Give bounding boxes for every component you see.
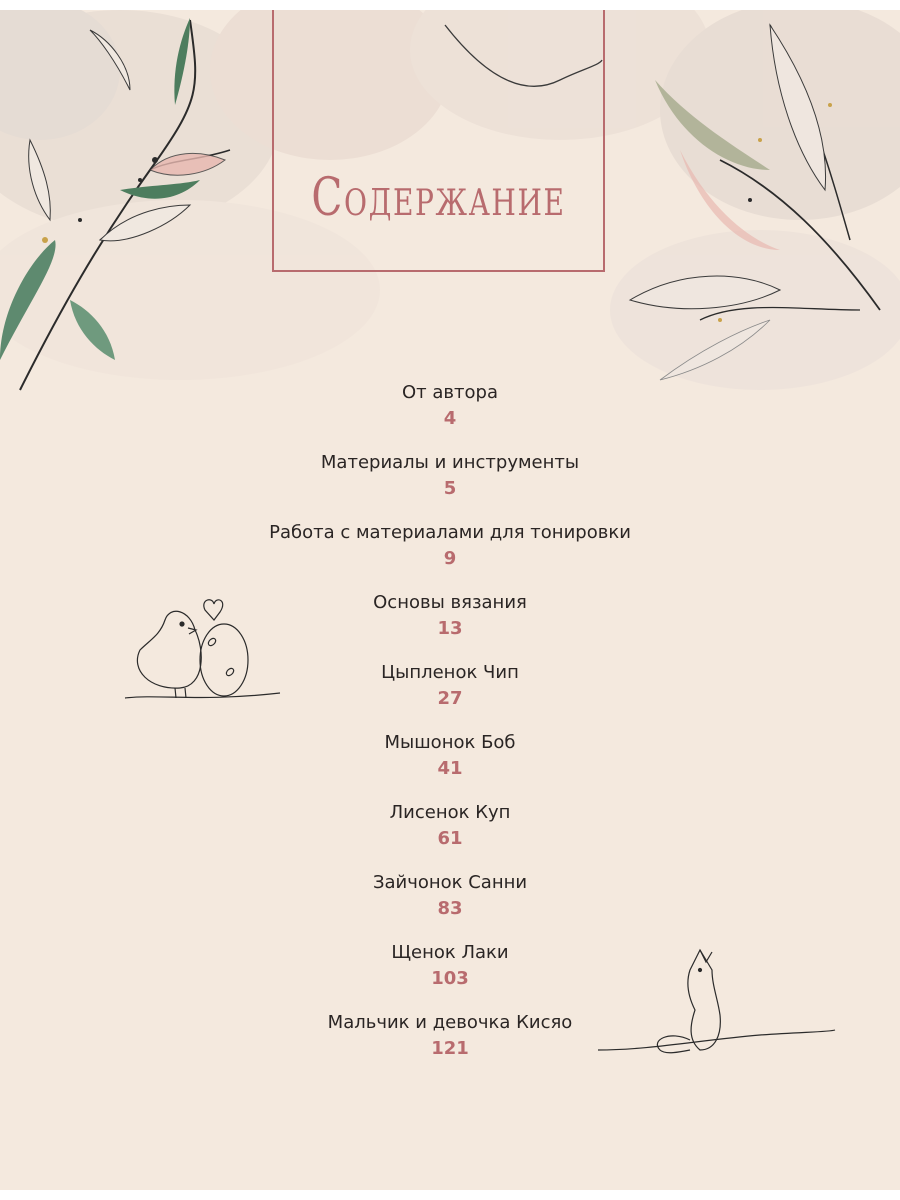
toc-entry-title: Материалы и инструменты — [320, 452, 580, 473]
toc-entry-title: Лисенок Куп — [389, 802, 511, 823]
toc-entry-page: 9 — [443, 548, 457, 569]
toc-entry[interactable] — [0, 450, 900, 520]
toc-entry-title: Работа с материалами для тонировки — [269, 522, 631, 543]
toc-entry-title: Мышонок Боб — [384, 732, 516, 753]
toc-entry-title: Цыпленок Чип — [381, 662, 519, 683]
toc-entry-page: 41 — [437, 758, 463, 779]
toc-entry[interactable] — [0, 870, 900, 940]
toc-entry-page: 103 — [431, 968, 469, 989]
toc-entry-title: Щенок Лаки — [391, 942, 509, 963]
toc-entry-title: Зайчонок Санни — [372, 872, 528, 893]
toc-entry-page: 121 — [431, 1038, 469, 1059]
toc-entry[interactable] — [0, 940, 900, 1010]
toc-entry-page: 13 — [437, 618, 463, 639]
toc-entry[interactable] — [0, 660, 900, 730]
toc-entry[interactable] — [0, 380, 900, 450]
contents-page — [0, 10, 900, 1190]
toc-entry-page: 83 — [437, 898, 463, 919]
toc-entry-title: Мальчик и девочка Кисяо — [327, 1012, 573, 1033]
toc-entry-title: Основы вязания — [373, 592, 527, 613]
toc-entry[interactable] — [0, 730, 900, 800]
toc-entry[interactable] — [0, 590, 900, 660]
toc-entry-page: 27 — [437, 688, 463, 709]
toc-entry-page: 4 — [443, 408, 457, 429]
toc-entry[interactable] — [0, 800, 900, 870]
toc-entry[interactable] — [0, 1010, 900, 1080]
toc-entry-page: 5 — [443, 478, 457, 499]
toc-entry-title: От автора — [402, 382, 498, 403]
table-of-contents — [0, 380, 900, 1080]
title-frame — [272, 10, 605, 272]
toc-entry[interactable] — [0, 520, 900, 590]
page-title: Содержание — [311, 168, 566, 228]
toc-entry-page: 61 — [437, 828, 463, 849]
